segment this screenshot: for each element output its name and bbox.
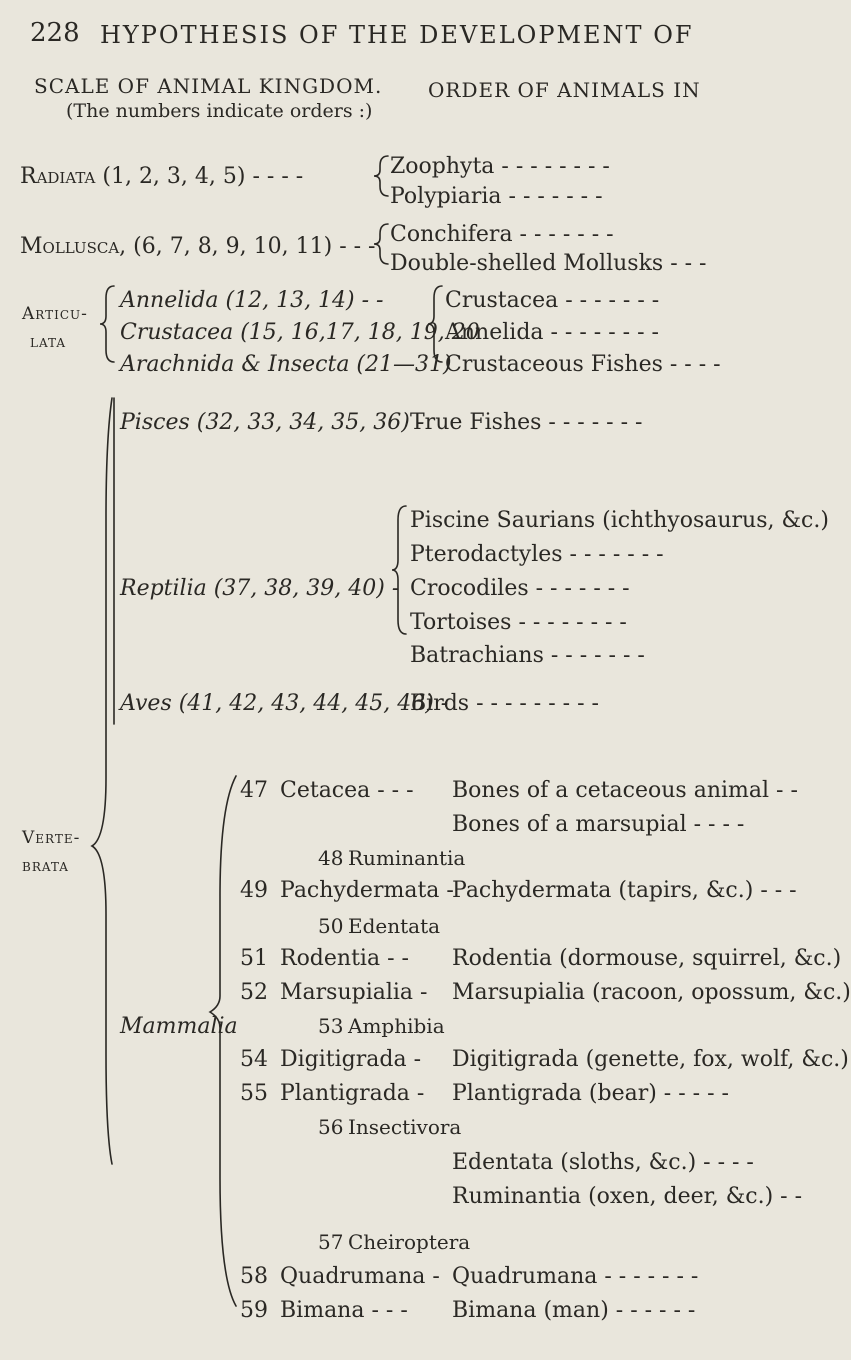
articulata-label-1: Articu-	[22, 304, 88, 324]
annelida-order-entry: Annelida - - - - - - - -	[445, 320, 659, 345]
mollusca-entry: Mollusca, (6, 7, 8, 9, 10, 11) - - -	[20, 234, 376, 259]
brace-mollusca	[374, 224, 388, 264]
order-number: 59	[240, 1298, 268, 1323]
order-name: Bimana - - -	[280, 1298, 408, 1323]
tortoises-entry: Tortoises - - - - - - - -	[410, 610, 627, 635]
crustaceous-fishes-entry: Crustaceous Fishes - - - -	[445, 352, 721, 377]
pachydermata-entry: Pachydermata (tapirs, &c.) - - -	[452, 878, 797, 903]
order-name: Edentata	[348, 914, 441, 938]
true-fishes-entry: True Fishes - - - - - - -	[410, 410, 643, 435]
quadrumana-entry: Quadrumana - - - - - - -	[452, 1264, 699, 1289]
bimana-entry: Bimana (man) - - - - - -	[452, 1298, 696, 1323]
brace-articulata-orders	[428, 286, 442, 362]
batrachians-entry: Batrachians - - - - - - -	[410, 643, 645, 668]
conchifera-entry: Conchifera - - - - - - -	[390, 222, 614, 247]
order-name: Pachydermata -	[280, 878, 454, 903]
order-name: Quadrumana -	[280, 1264, 440, 1289]
brace-radiata	[374, 156, 388, 196]
order-name: Digitigrada -	[280, 1047, 422, 1072]
marsupialia-entry: Marsupialia (racoon, opossum, &c.)	[452, 980, 851, 1005]
brace-mammalia	[210, 776, 236, 1306]
plantigrada-entry: Plantigrada (bear) - - - - -	[452, 1081, 729, 1106]
piscine-saurians-entry: Piscine Saurians (ichthyosaurus, &c.)	[410, 508, 829, 533]
order-name: Insectivora	[348, 1115, 462, 1139]
edentata-entry: Edentata (sloths, &c.) - - - -	[452, 1150, 754, 1175]
brace-reptilia	[392, 506, 406, 634]
left-subheading: (The numbers indicate orders :)	[66, 100, 373, 122]
order-number: 47	[240, 778, 268, 803]
order-number: 56	[318, 1115, 344, 1139]
polypiaria-entry: Polypiaria - - - - - - -	[390, 184, 603, 209]
order-number: 58	[240, 1264, 268, 1289]
order-number: 52	[240, 980, 268, 1005]
left-heading: SCALE OF ANIMAL KINGDOM.	[34, 74, 383, 98]
crustacea-order-entry: Crustacea - - - - - - -	[445, 288, 660, 313]
order-number: 49	[240, 878, 268, 903]
order-number: 54	[240, 1047, 268, 1072]
vertebrata-label-1: Verte-	[22, 828, 81, 848]
digitigrada-entry: Digitigrada (genette, fox, wolf, &c.)	[452, 1047, 849, 1072]
pisces-entry: Pisces (32, 33, 34, 35, 36) -	[120, 410, 425, 435]
order-name: Plantigrada -	[280, 1081, 425, 1106]
order-name: Amphibia	[348, 1014, 445, 1038]
aves-entry: Aves (41, 42, 43, 44, 45, 46) -	[120, 691, 449, 716]
page-number: 228	[30, 18, 80, 48]
reptilia-entry: Reptilia (37, 38, 39, 40) -	[120, 576, 400, 601]
cetacea-entry: Bones of a cetaceous animal - -	[452, 778, 798, 803]
pterodactyles-entry: Pterodactyles - - - - - - -	[410, 542, 664, 567]
order-name: Marsupialia -	[280, 980, 428, 1005]
marsupial-bones-entry: Bones of a marsupial - - - -	[452, 812, 745, 837]
order-name: Ruminantia	[348, 846, 466, 870]
brace-articulata	[100, 286, 114, 362]
radiata-entry: Radiata (1, 2, 3, 4, 5) - - - -	[20, 164, 304, 189]
brace-vertebrata	[92, 398, 112, 1164]
zoophyta-entry: Zoophyta - - - - - - - -	[390, 154, 610, 179]
order-name: Cetacea - - -	[280, 778, 414, 803]
ruminantia-entry: Ruminantia (oxen, deer, &c.) - -	[452, 1184, 803, 1209]
order-name: Rodentia - -	[280, 946, 409, 971]
order-number: 50	[318, 914, 344, 938]
running-head: HYPOTHESIS OF THE DEVELOPMENT OF	[100, 21, 694, 49]
order-number: 55	[240, 1081, 268, 1106]
crocodiles-entry: Crocodiles - - - - - - -	[410, 576, 630, 601]
order-number: 51	[240, 946, 268, 971]
double-shelled-entry: Double-shelled Mollusks - - -	[390, 251, 707, 276]
right-heading: ORDER OF ANIMALS IN	[428, 78, 701, 102]
order-name: Cheiroptera	[348, 1230, 471, 1254]
order-number: 48	[318, 846, 344, 870]
rodentia-entry: Rodentia (dormouse, squirrel, &c.)	[452, 946, 842, 971]
order-number: 53	[318, 1014, 344, 1038]
order-number: 57	[318, 1230, 344, 1254]
birds-entry: Birds - - - - - - - - -	[410, 691, 599, 716]
vertebrata-label-2: brata	[22, 856, 69, 876]
mammalia-label: Mammalia	[120, 1014, 238, 1039]
annelida-entry: Annelida (12, 13, 14) - -	[120, 288, 384, 313]
crustacea-entry: Crustacea (15, 16,17, 18, 19, 20	[120, 320, 480, 345]
arachnida-entry: Arachnida & Insecta (21—31)	[120, 352, 452, 377]
articulata-label-2: lata	[30, 332, 66, 352]
